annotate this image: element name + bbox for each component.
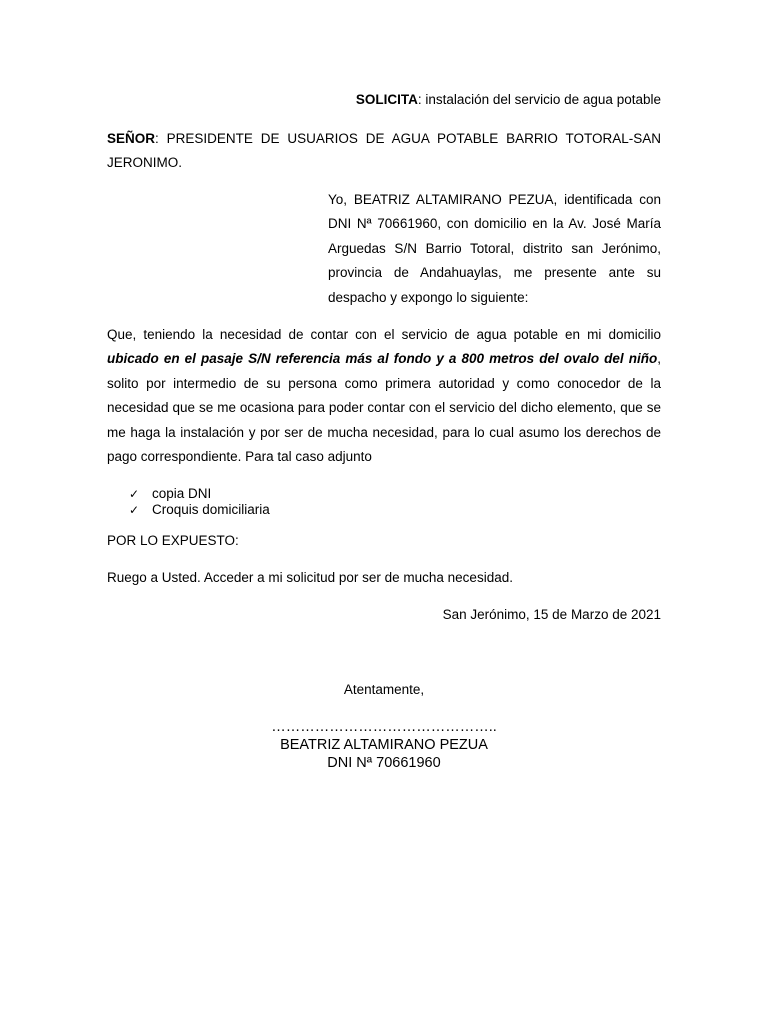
body-lead: Que, teniendo la necesidad de contar con el servicio de agua potable en mi domicilio (107, 327, 661, 342)
request-line: Ruego a Usted. Acceder a mi solicitud por ser de mucha necesidad. (107, 570, 513, 585)
por-lo-expuesto-heading: POR LO EXPUESTO: (107, 533, 239, 548)
addressee-text: : PRESIDENTE DE USUARIOS DE AGUA POTABLE BARRIO TOTORAL-SAN JERONIMO. (107, 131, 661, 170)
signature-block (107, 718, 661, 772)
signatory-name: BEATRIZ ALTAMIRANO PEZUA (280, 737, 488, 753)
body-rest: , solito por intermedio de su persona como primera autoridad y como conocedor de la necesidad que se me ocasiona para poder contar con el servicio del dicho elemento, que se me haga la instalación y por ser de mucha necesidad, para lo cual asumo los derechos de pago correspondiente. Para tal caso adjunto (107, 351, 661, 465)
attachment-list (129, 486, 270, 518)
signature-line: ……………………………………….. (271, 719, 497, 735)
signatory-id: DNI Nª 70661960 (327, 755, 441, 771)
body-paragraph (107, 323, 661, 469)
addressee-label: SEÑOR (107, 131, 156, 146)
checkmark-icon: ✓ (129, 487, 140, 501)
list-item (129, 486, 270, 502)
addressee-line (107, 127, 661, 175)
list-item (129, 502, 270, 518)
attachment-label: copia DNI (152, 486, 212, 501)
subject-line (356, 91, 661, 109)
closing-line: Atentamente, (343, 682, 425, 697)
body-emphasis: ubicado en el pasaje S/N referencia más al fondo y a 800 metros del ovalo del niño (107, 351, 658, 367)
subject-text: : instalación del servicio de agua potable (417, 92, 661, 107)
subject-label: SOLICITA (355, 92, 418, 107)
place-date-line: San Jerónimo, 15 de Marzo de 2021 (442, 607, 661, 622)
attachment-label: Croquis domiciliaria (152, 502, 270, 517)
introduction-paragraph: Yo, BEATRIZ ALTAMIRANO PEZUA, identificada con DNI Nª 70661960, con domicilio en la Av. José María Arguedas S/N Barrio Totoral, distrito san Jerónimo, provincia de Andahuaylas, me presente ante su despacho y expongo lo siguiente: (328, 192, 661, 305)
checkmark-icon: ✓ (129, 503, 140, 517)
